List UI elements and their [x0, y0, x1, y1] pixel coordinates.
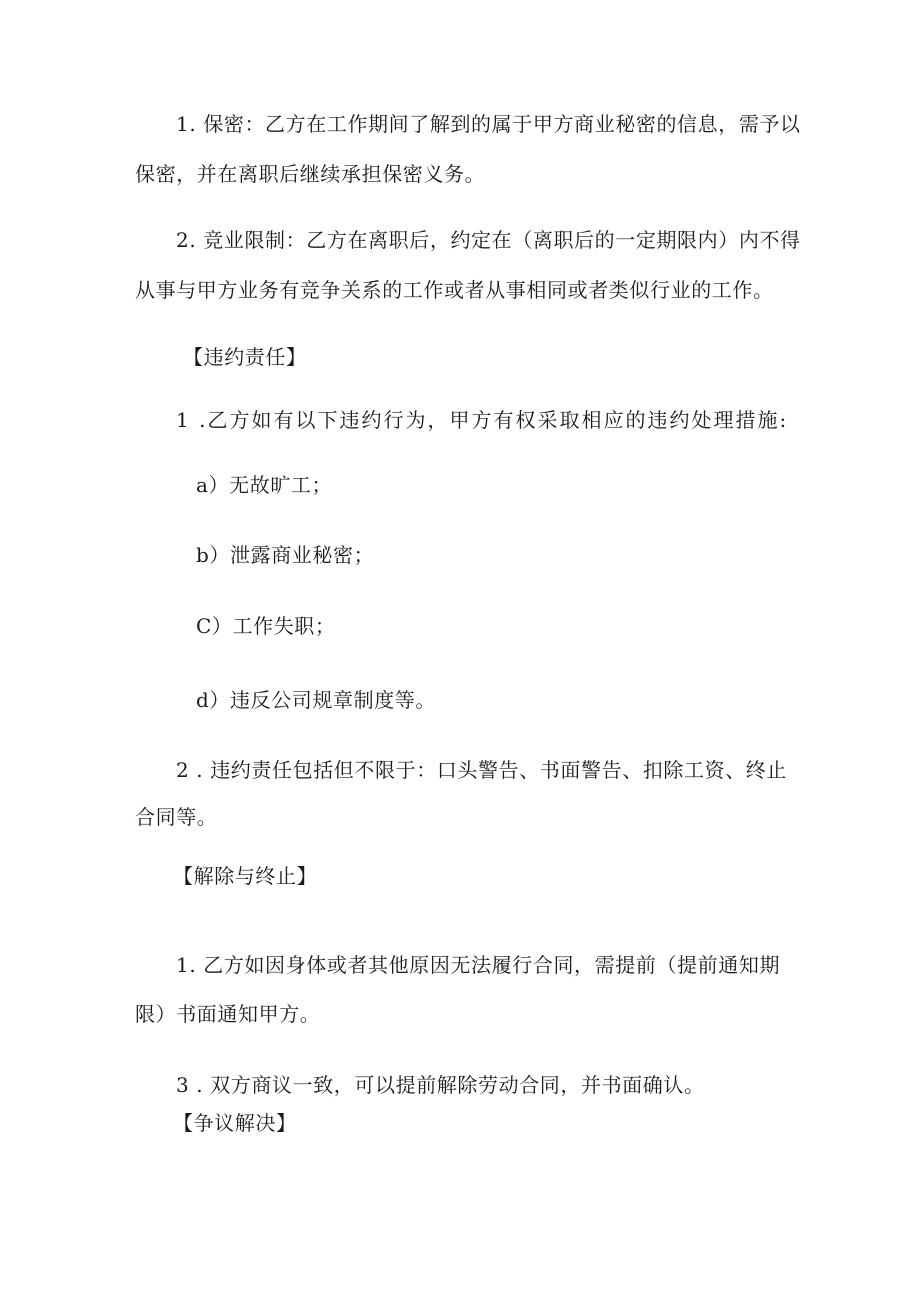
dispute-heading: 【争议解决】	[173, 1111, 297, 1135]
breach-sub-d: d）违反公司规章制度等。	[196, 688, 437, 712]
breach-item-1: 1 .乙方如有以下违约行为，甲方有权采取相应的违约处理措施:	[176, 408, 789, 432]
confidentiality-item-2-line-2: 从事与甲方业务有竞争关系的工作或者从事相同或者类似行业的工作。	[135, 278, 774, 302]
confidentiality-item-2-line-1: 2. 竞业限制：乙方在离职后，约定在（离职后的一定期限内）内不得	[176, 228, 801, 252]
breach-heading: 【违约责任】	[183, 345, 307, 369]
breach-item-2-line-1: 2 . 违约责任包括但不限于：口头警告、书面警告、扣除工资、终止	[176, 758, 787, 782]
breach-sub-c: C）工作失职；	[196, 614, 336, 638]
breach-sub-a: a）无故旷工；	[196, 473, 333, 497]
termination-item-1-line-1: 1. 乙方如因身体或者其他原因无法履行合同，需提前（提前通知期	[176, 953, 781, 977]
breach-item-2-line-2: 合同等。	[135, 805, 218, 829]
termination-heading: 【解除与终止】	[173, 864, 318, 888]
termination-item-3: 3 . 双方商议一致，可以提前解除劳动合同，并书面确认。	[176, 1073, 705, 1097]
confidentiality-item-1-line-2: 保密，并在离职后继续承担保密义务。	[135, 162, 486, 186]
confidentiality-item-1-line-1: 1. 保密：乙方在工作期间了解到的属于甲方商业秘密的信息，需予以	[176, 112, 801, 136]
termination-item-1-line-2: 限）书面通知甲方。	[135, 1002, 321, 1026]
breach-sub-b: b）泄露商业秘密；	[196, 543, 375, 567]
